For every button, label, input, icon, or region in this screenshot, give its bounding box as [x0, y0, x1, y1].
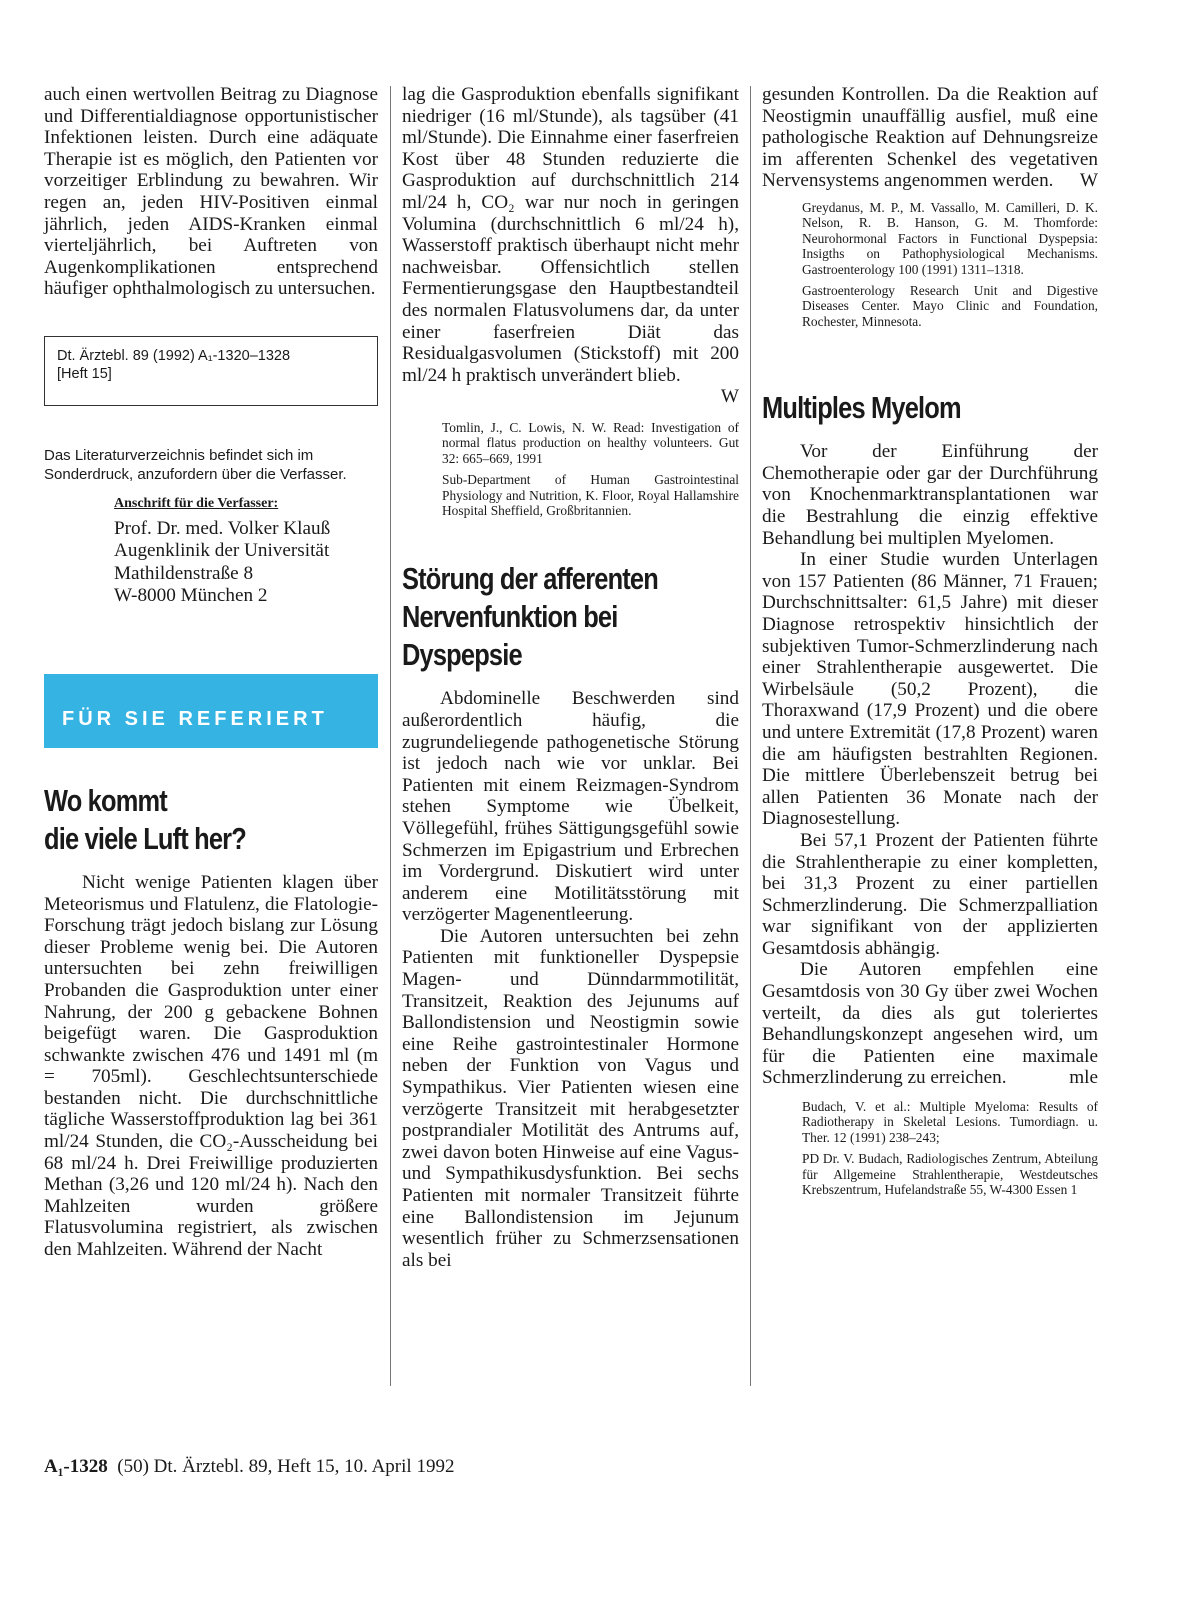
paragraph: Vor der Einführung der Chemotherapie oder gar der Durchführung von Knochenmarktransplantationen war die Bestrahlung die einzig effektive Behandlung bei multiplen Myelomen.	[762, 441, 1098, 549]
reference-affiliation: Gastroenterology Research Unit and Digestive Diseases Center. Mayo Clinic and Foundation, Rochester, Minnesota.	[802, 283, 1098, 329]
title-line: Nervenfunktion bei	[402, 599, 618, 635]
address-line: Augenklinik der Universität	[114, 540, 330, 562]
page-number: A₁-1328	[44, 1456, 108, 1477]
paragraph: Die Autoren empfehlen eine Gesamtdosis von 30 Gy über zwei Wochen verteilt, da dies als gut toleriertes Behandlungskonzept angesehen wird, um für die Patienten eine maximale Schmerzlinderung zu erreichen.	[762, 959, 1098, 1089]
address-line: Mathildenstraße 8	[114, 562, 254, 584]
reference: Greydanus, M. P., M. Vassallo, M. Camilleri, D. K. Nelson, R. B. Hanson, G. M. Thomforde: Neurohormonal Factors in Functional Dyspepsia: Insigths on Pathophysiological Mechanisms. Gastroenterology 100 (1991) 1311–1318.	[802, 199, 1098, 277]
title-line: die viele Luft her?	[44, 820, 246, 856]
author-signature: mle	[1069, 1067, 1098, 1089]
section-banner	[44, 674, 378, 748]
column-rule	[390, 86, 391, 1386]
paragraph: Abdominelle Beschwerden sind außerordentlich häufig, die zugrundeliegende pathogenetische Störung ist jedoch nach wie vor unklar. Bei Patienten mit einem Reizmagen-Syndrom stehen Symptome wie Übelkeit, Völlegefühl, frühes Sättigungsgefühl sowie Schmerzen im Epigastrium und Erbrechen im Vordergrund. Diskutiert wird unter anderem eine Motilitätsstörung mit verzögerter Magenentleerung.	[402, 688, 739, 926]
paragraph: auch einen wertvollen Beitrag zu Diagnose und Differentialdiagnose opportunistischer Infektionen leisten. Durch eine adäquate Therapie ist es möglich, den Patienten vor vorzeitiger Erblindung zu bewahren. Wir regen an, jeden HIV-Positiven einmal jährlich, jeden AIDS-Kranken einmal vierteljährlich, bei Auftreten von Augenkomplikationen entsprechend häufiger ophthalmologisch zu untersuchen.	[44, 84, 378, 300]
citation-box	[44, 336, 378, 406]
reference-affiliation: Sub-Department of Human Gastrointestinal Physiology and Nutrition, K. Floor, Royal Hallamshire Hospital Sheffield, Großbritannien.	[442, 472, 739, 518]
title-line: Dyspepsie	[402, 637, 522, 673]
citation-line: [Heft 15]	[57, 365, 112, 382]
citation-line: Dt. Ärztebl. 89 (1992) A₁-1320–1328	[57, 347, 291, 364]
column-rule	[750, 86, 751, 1386]
article-title	[402, 560, 739, 674]
paragraph: Die Autoren untersuchten bei zehn Patienten mit funktioneller Dyspepsie Magen- und Dünndarmmotilität, Transitzeit, Reaktion des Jejunums auf Ballondistension und Neostigmin sowie eine Reihe gastrointestinaler Hormone neben der Funktion von Vagus und Sympathikus. Vier Patienten wiesen eine verzögerte Transitzeit mit herabgesetzter postprandialer Motilität des Antrums auf, zwei davon boten Hinweise auf eine Vagus- und Sympathikusdysfunktion. Bei sechs Patienten mit normaler Transitzeit führte eine Ballondistension im Jejunum wesentlich früher zu Schmerzsensationen als bei	[402, 925, 739, 1271]
banner-label: FÜR SIE REFERIERT	[62, 707, 328, 730]
literature-note: Das Literaturverzeichnis befindet sich im Sonderdruck, anzufordern über die Verfasser.	[44, 446, 347, 483]
paragraph: Bei 57,1 Prozent der Patienten führte die Strahlentherapie zu einer kompletten, bei 31,3 Prozent zu einer partiellen Schmerzlinderung. Die Schmerzpalliation war signifikant von der applizierten Gesamtdosis abhängig.	[762, 829, 1098, 959]
reference: Tomlin, J., C. Lowis, N. W. Read: Investigation of normal flatus production on healthy volunteers. Gut 32: 665–669, 1991	[442, 419, 739, 466]
column-right	[762, 84, 1098, 1203]
author-signature: W	[1079, 170, 1098, 192]
article-title	[44, 782, 378, 858]
paragraph: lag die Gasproduktion ebenfalls signifikant niedriger (16 ml/Stunde), als tagsüber (41 ml/Stunde). Die Einnahme einer faserfreien Kost über 48 Stunden reduzierte die Gasproduktion auf durchschnittlich 214 ml/24 h, CO₂ war nur noch in geringen Volumina (durchschnittlich 6 ml/24 h), Wasserstoff praktisch überhaupt nicht mehr nachweisbar. Offensichtlich stellen Fermentierungsgase den Hauptbestandteil des normalen Flatusvolumens dar, da unter einer faserfreien Diät das Residualgasvolumen (Stickstoff) mit 200 ml/24 h praktisch unverändert blieb.	[402, 84, 739, 386]
address-line: W-8000 München 2	[114, 585, 268, 607]
column-middle	[402, 84, 739, 1271]
page-footer	[44, 1456, 454, 1478]
title-line: Wo kommt	[44, 782, 167, 818]
paragraph: Nicht wenige Patienten klagen über Meteorismus und Flatulenz, die Flatologie-Forschung trägt jedoch bislang zur Lösung dieser Probleme wenig bei. Die Autoren untersuchten bei zehn freiwilligen Probanden die Gasproduktion unter einer Nahrung, der 200 g gebackene Bohnen beigefügt waren. Die Gasproduktion schwankte zwischen 476 und 1491 ml (m = 705ml). Geschlechtsunterschiede bestanden nicht. Die durchschnittliche tägliche Wasserstoffproduktion lag bei 361 ml/24 Stunden, die CO₂-Ausscheidung bei 68 ml/24 h. Drei Freiwillige produzierten Methan (3,26 und 120 ml/24 h). Nach den Mahlzeiten wurden größere Flatusvolumina registriert, als zwischen den Mahlzeiten. Während der Nacht	[44, 871, 378, 1261]
address-label: Anschrift für die Verfasser:	[114, 495, 279, 511]
reference-affiliation: PD Dr. V. Budach, Radiologisches Zentrum, Abteilung für Allgemeine Strahlentherapie, Westdeutsches Krebszentrum, Hufelandstraße 55, W-4300 Essen 1	[802, 1151, 1098, 1198]
column-left	[44, 84, 378, 1261]
title-line: Störung der afferenten	[402, 561, 658, 597]
journal-reference: (50) Dt. Ärztebl. 89, Heft 15, 10. April 1992	[107, 1456, 455, 1477]
reference: Budach, V. et al.: Multiple Myeloma: Results of Radiotherapy in Skeletal Lesions. Tumordiagn. u. Ther. 12 (1991) 238–243;	[802, 1099, 1098, 1145]
author-signature: W	[720, 386, 739, 408]
article-title: Multiples Myelom	[762, 390, 961, 426]
address-line: Prof. Dr. med. Volker Klauß	[114, 517, 331, 539]
paragraph: gesunden Kontrollen. Da die Reaktion auf Neostigmin unauffällig ausfiel, muß eine pathologische Reaktion auf Dehnungsreize im afferenten Schenkel des vegetativen Nervensystems angenommen werden.	[762, 84, 1098, 192]
paragraph: In einer Studie wurden Unterlagen von 157 Patienten (86 Männer, 71 Frauen; Durchschnittsalter: 61,5 Jahre) mit dieser Diagnose retrospektiv hinsichtlich der subjektiven Tumor-Schmerzlinderung nach einer Strahlentherapie ausgewertet. Die Wirbelsäule (50,2 Prozent), die Thoraxwand (17,9 Prozent) und die obere und untere Extremität (17,8 Prozent) waren die am häufigsten bestrahlten Regionen. Die mittlere Überlebenszeit betrug bei allen Patienten 36 Monate nach der Diagnosestellung.	[762, 549, 1098, 830]
